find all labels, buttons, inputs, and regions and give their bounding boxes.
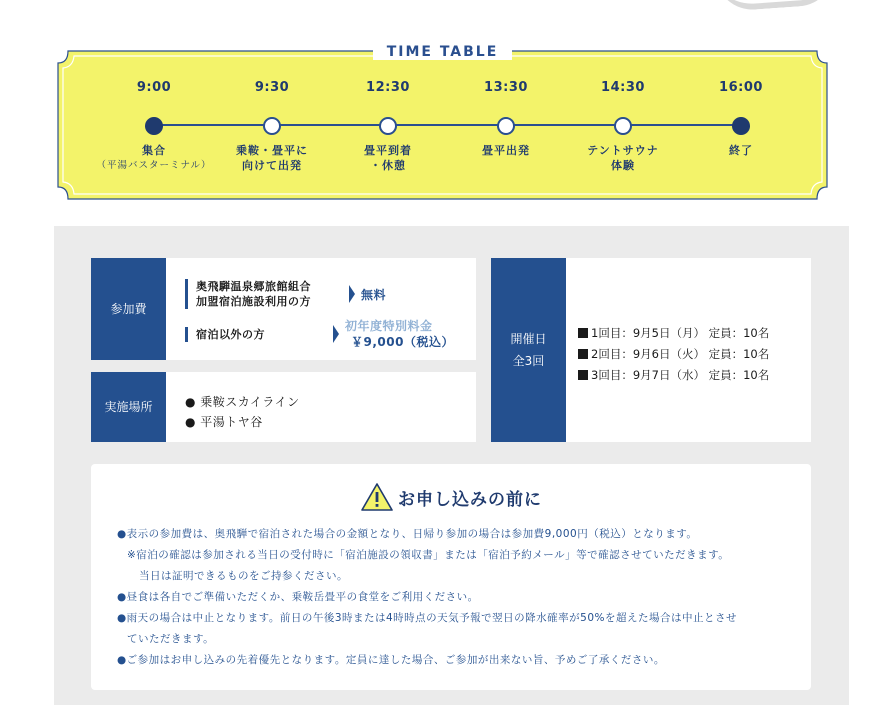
timeline-label: 集合 （平湯バスターミナル） [96,144,212,171]
fee-price-block [345,318,454,350]
fee-row-others [185,318,454,350]
place-item: ● 乗鞍スカイライン [185,395,300,409]
timeline-time: 9:30 [254,80,290,95]
timeline-item-6 [666,79,816,158]
place-box [91,372,476,442]
timeline-label: テントサウナ 体験 [587,144,659,172]
fee-row-members [185,279,386,309]
date-item: 3回目：9月7日（水） 定員：10名 [578,365,769,386]
place-item: ● 平湯トヤ谷 [185,415,263,429]
date-item: 1回目：9月5日（月） 定員：10名 [578,323,769,344]
fee-heading: 参加費 [91,258,166,360]
warning-icon [360,482,394,512]
timeline-dot [732,117,750,135]
notice-line: ●雨天の場合は中止となります。前日の午後3時または4時時点の天気予報で翌日の降水確率が50%を超えた場合は中止とさせ [117,612,738,624]
date-list [578,323,769,386]
fee-box [91,258,476,360]
fee-price-value: ￥9,000（税込） [351,335,454,349]
timeline-label: 畳平出発 [482,144,530,157]
timeline-label: 畳平到着 ・休憩 [364,144,412,172]
square-bullet-icon [578,328,588,338]
timeline-time: 14:30 [601,80,645,95]
timeline-dot [497,117,515,135]
arrow-icon [349,285,355,303]
dates-box [491,258,811,442]
place-list [185,392,300,432]
timeline-dot [379,117,397,135]
notice-line: ●昼食は各自でご準備いただくか、乗鞍岳畳平の食堂をご利用ください。 [117,591,479,603]
notice-title: お申し込みの前に [91,482,811,512]
timeline-time: 13:30 [484,80,528,95]
timeline-dot [263,117,281,135]
timetable-title: TIME TABLE [54,41,831,60]
notice-line: ●ご参加はお申し込みの先着優先となります。定員に達した場合、ご参加が出来ない旨、予めご了承ください。 [117,654,665,666]
notice-body [117,524,791,671]
timeline-time: 12:30 [366,80,410,95]
fee-special-label: 初年度特別料金 [345,319,433,333]
notice-line: ※宿泊の確認は参加される当日の受付時に「宿泊施設の領収書」または「宿泊予約メール」等で確認させていただきます。 [127,549,730,561]
timeline-label: 乗鞍・畳平に 向けて出発 [236,144,308,172]
timeline-time: 9:00 [136,80,172,95]
dates-heading: 開催日 全3回 [491,258,566,442]
square-bullet-icon [578,370,588,380]
timeline-label: 終了 [729,144,753,157]
notice-line: 当日は証明できるものをご持参ください。 [139,570,348,582]
fee-row-members-label: 奥飛騨温泉郷旅館組合 加盟宿泊施設利用の方 [185,279,343,309]
timetable-card [54,44,831,203]
place-heading: 実施場所 [91,372,166,442]
decorative-corner-shape [715,0,837,12]
date-item: 2回目：9月6日（火） 定員：10名 [578,344,769,365]
notice-line: ●表示の参加費は、奥飛騨で宿泊された場合の金額となり、日帰り参加の場合は参加費9,000円（税込）となります。 [117,528,698,540]
timeline-dot [145,117,163,135]
timeline-time: 16:00 [719,80,763,95]
square-bullet-icon [578,349,588,359]
fee-free-value: 無料 [361,287,387,302]
fee-row-others-label: 宿泊以外の方 [185,327,327,342]
notice-box [91,464,811,690]
notice-line: ていただきます。 [127,633,215,645]
arrow-icon [333,325,339,343]
timeline-dot [614,117,632,135]
